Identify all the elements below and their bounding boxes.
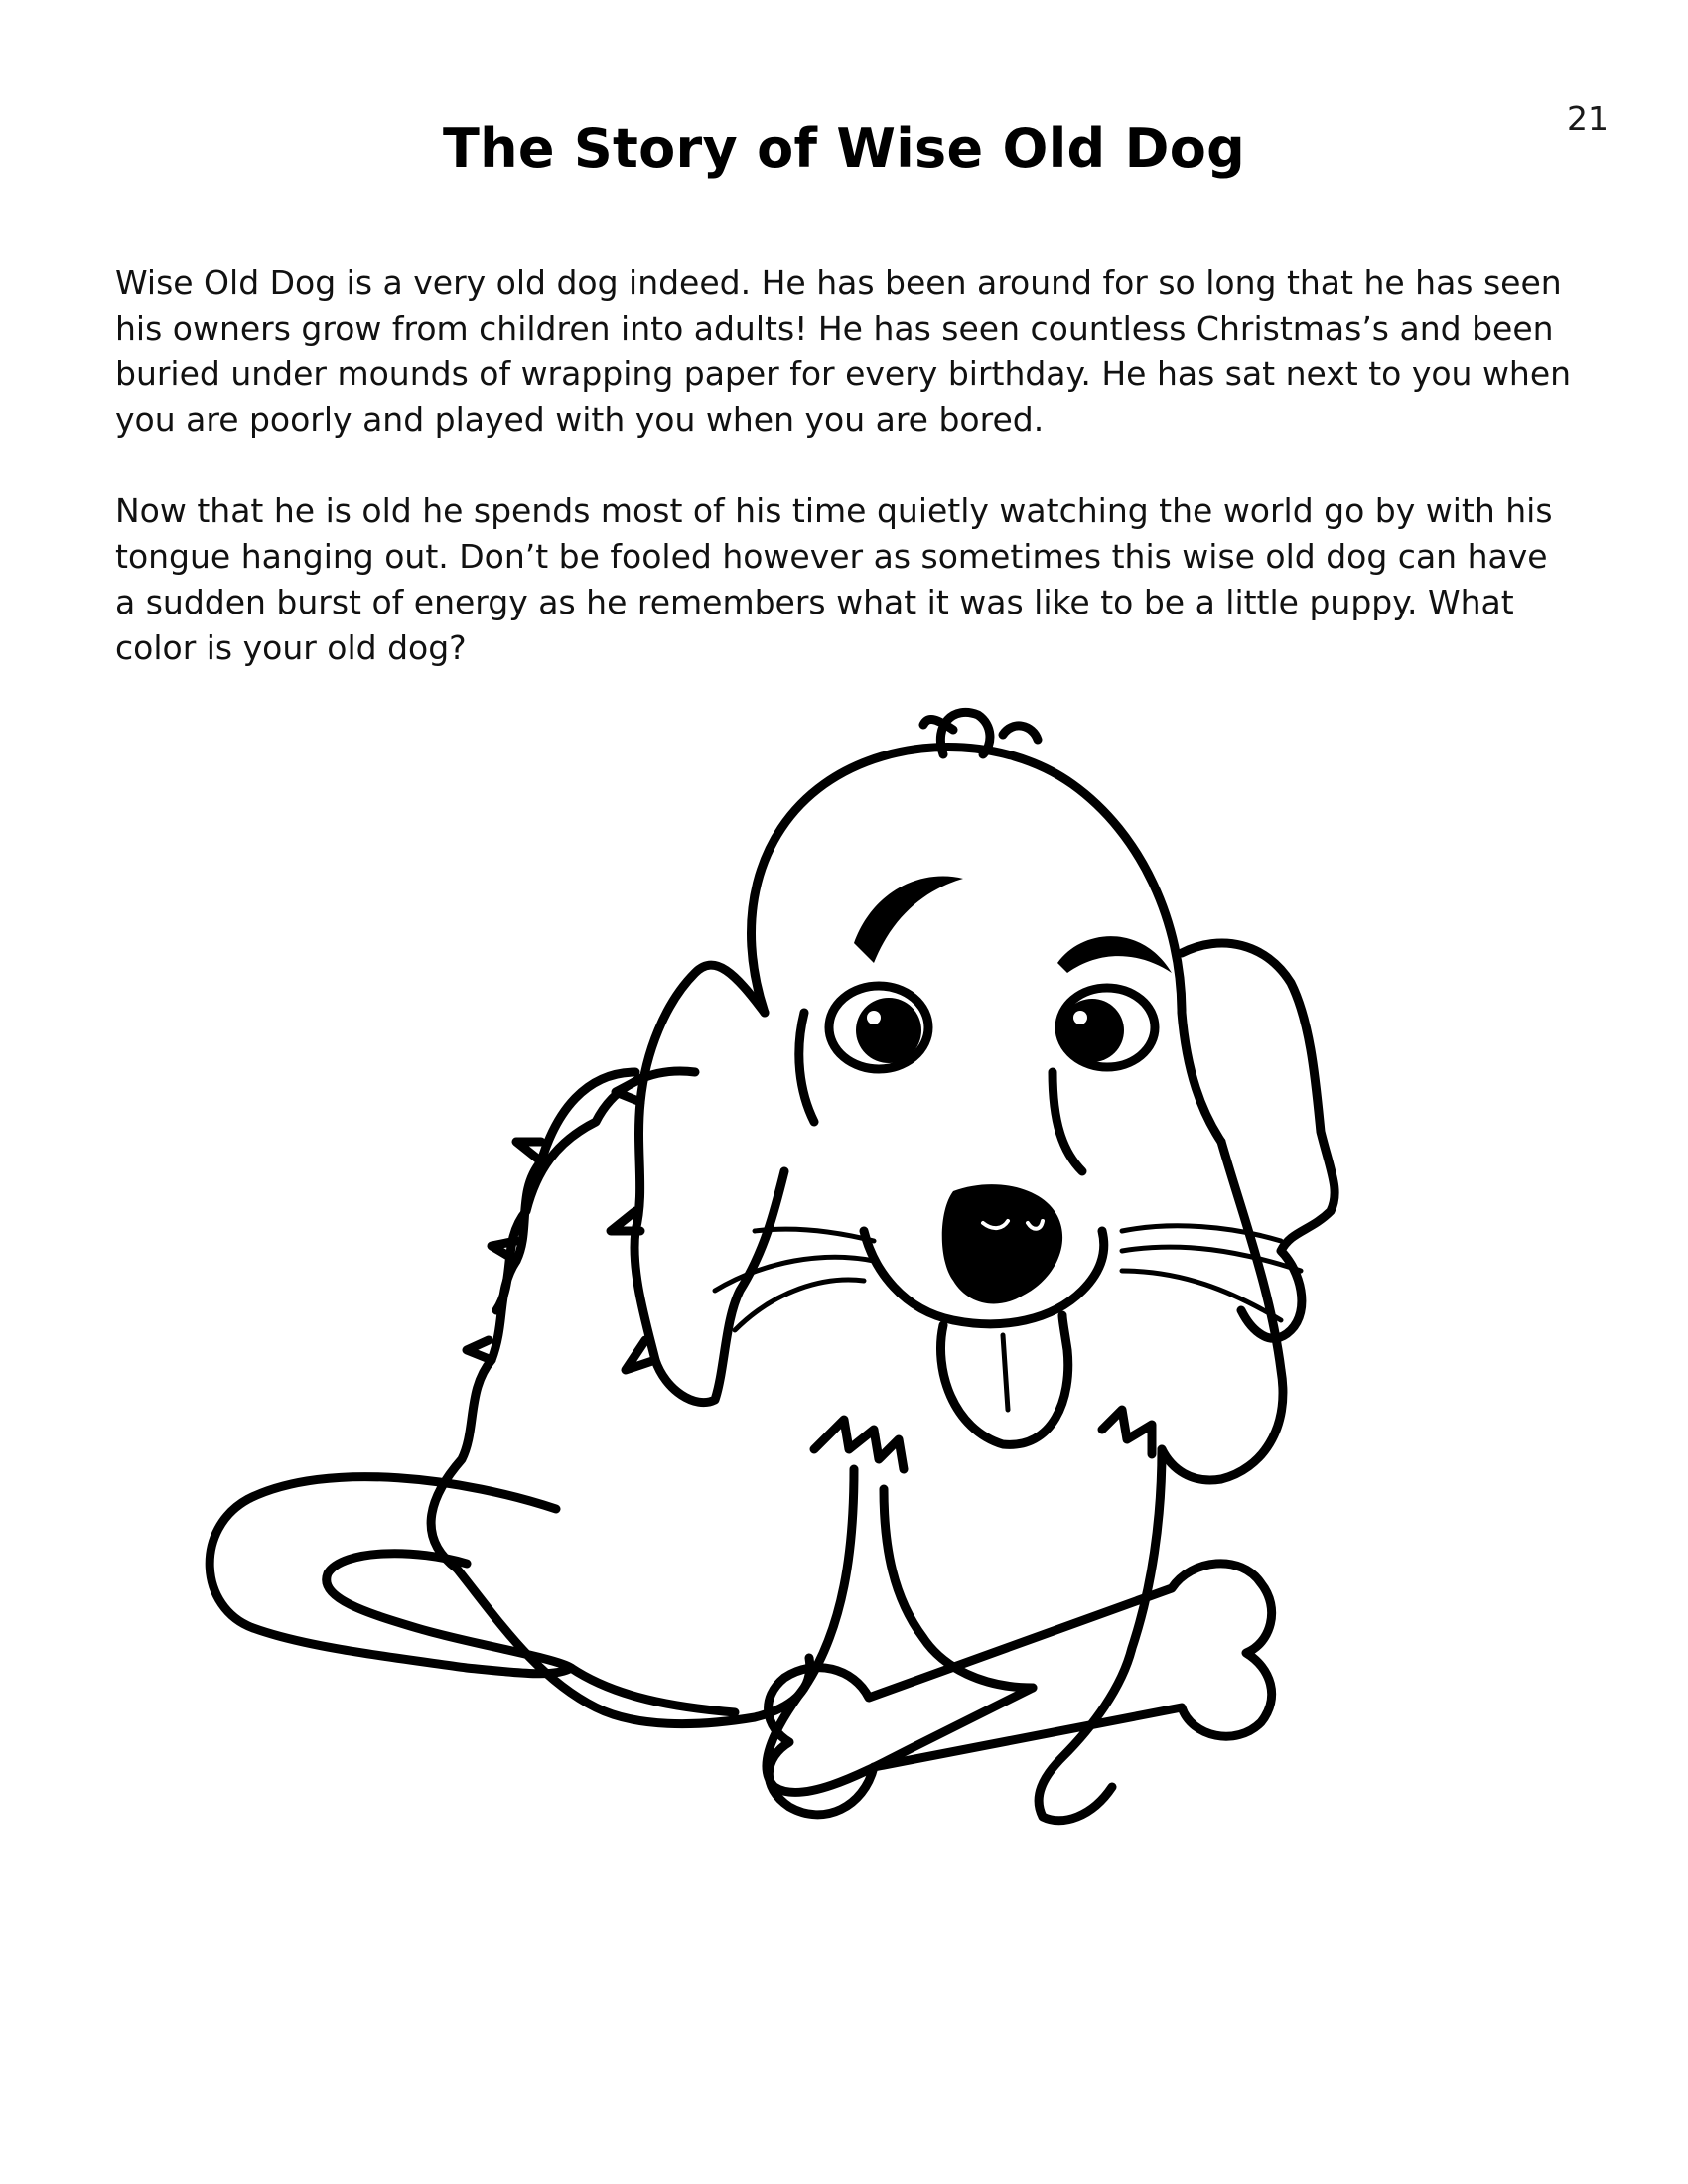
dog-illustration <box>0 675 1688 2184</box>
dog-outline-drawing <box>0 675 1688 2184</box>
dog-front-leg-right <box>1039 1449 1162 1821</box>
dog-left-ear <box>634 965 784 1402</box>
story-paragraph-1: Wise Old Dog is a very old dog indeed. He has been around for so long that he has seen his owners grow from children into adults! He has seen countless Christmas’s and been buried under mounds of wrapping paper for every birthday. He has sat next to you when you are poorly and played with you when you are bored. <box>115 263 1572 439</box>
dog-left-pupil <box>856 998 921 1063</box>
page-number: 21 <box>1567 99 1609 138</box>
dog-nose <box>942 1184 1062 1303</box>
page-title: The Story of Wise Old Dog <box>442 117 1246 180</box>
dog-left-eyebrow <box>854 877 963 963</box>
dog-body-left <box>431 1072 635 1569</box>
dog-cheek-lines <box>799 1013 1082 1171</box>
dog-right-pupil <box>1060 999 1124 1062</box>
dog-right-eye-shine <box>1073 1011 1087 1024</box>
dog-left-eye-shine <box>867 1011 881 1024</box>
dog-leg-inner <box>884 1489 1033 1688</box>
dog-tongue-line <box>1003 1335 1008 1410</box>
dog-head <box>752 748 1222 1143</box>
dog-right-eyebrow <box>1057 936 1172 973</box>
story-paragraph-2: Now that he is old he spends most of his time quietly watching the world go by with his tongue hanging out. Don’t be fooled however as sometimes this wise old dog can have a sudden burst of energy as he remembers what it was like to be a little puppy. What color is your old dog? <box>115 491 1553 667</box>
